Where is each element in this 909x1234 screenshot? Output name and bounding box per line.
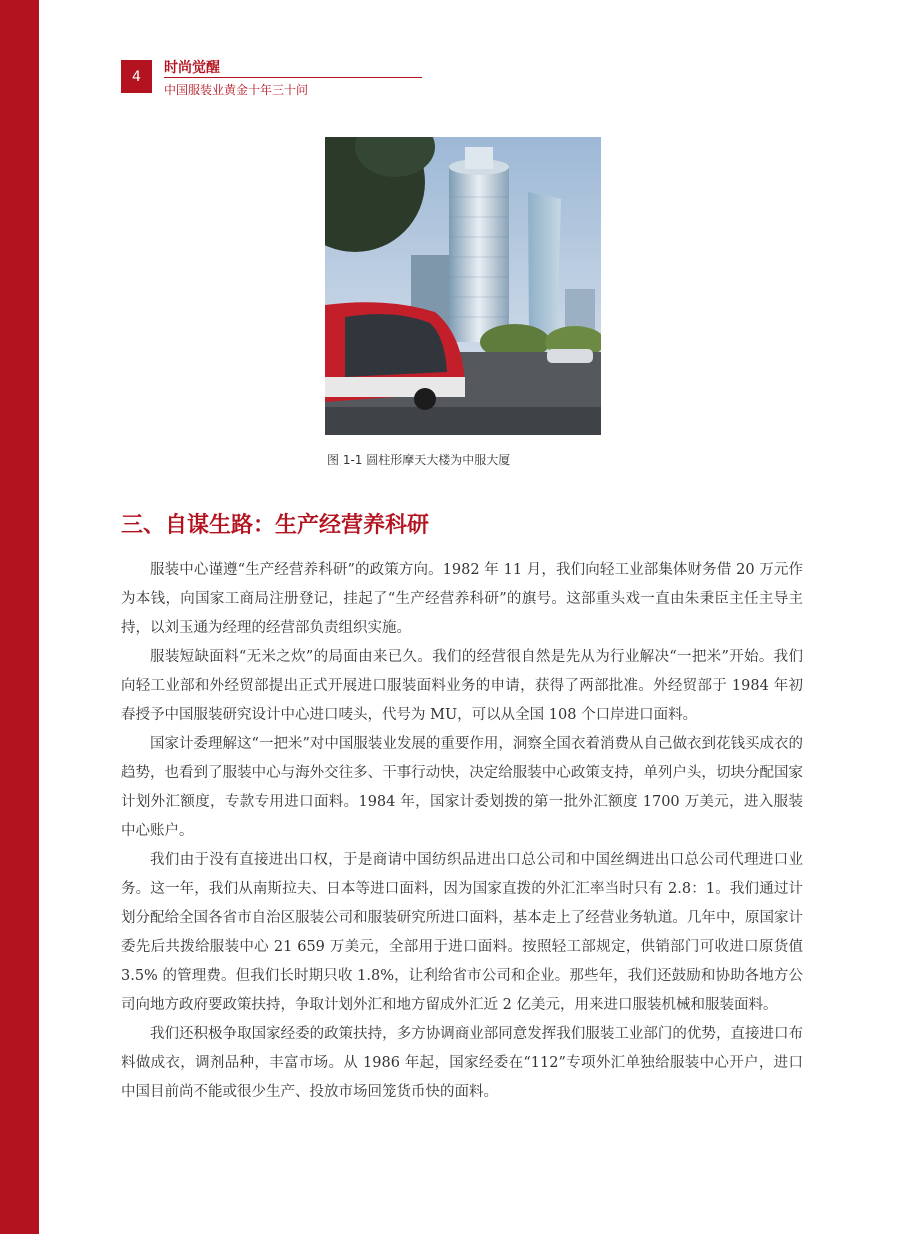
skyscraper-photo — [325, 137, 601, 435]
paragraph: 服装中心谨遵“生产经营养科研”的政策方向。1982 年 11 月，我们向轻工业部集体财务借 20 万元作为本钱，向国家工商局注册登记，挂起了“生产经营养科研”的旗号。这部重头戏一直由朱秉臣主任主导主持，以刘玉通为经理的经营部负责组织实施。 — [121, 562, 803, 636]
header-divider — [164, 77, 422, 78]
paragraph: 我们由于没有直接进出口权，于是商请中国纺织品进出口总公司和中国丝绸进出口总公司代理进口业务。这一年，我们从南斯拉夫、日本等进口面料，因为国家直拨的外汇汇率当时只有 2.8：1。我们通过计划分配给全国各省市自治区服装公司和服装研究所进口面料，基本走上了经营业务轨道。几年中，原国家计委先后共拨给服装中心 21 659 万美元，全部用于进口面料。按照轻工部规定，供销部门可收进口原货值 3.5% 的管理费。但我们长时期只收 1.8%，让利给省市公司和企业。那些年，我们还鼓励和协助各地方公司向地方政府要政策扶持，争取计划外汇和地方留成外汇近 2 亿美元，用来进口服装机械和服装面料。 — [121, 852, 803, 1013]
running-header-title: 时尚觉醒 — [164, 60, 220, 76]
running-header-subtitle: 中国服装业黄金十年三十问 — [164, 83, 309, 97]
figure-caption: 图 1-1 圆柱形摩天大楼为中服大厦 — [327, 453, 511, 467]
paragraph: 国家计委理解这“一把米”对中国服装业发展的重要作用，洞察全国衣着消费从自己做衣到花钱买成衣的趋势，也看到了服装中心与海外交往多、干事行动快，决定给服装中心政策支持，单列户头，切块分配国家计划外汇额度，专款专用进口面料。1984 年，国家计委划拨的第一批外汇额度 1700 万美元，进入服装中心账户。 — [121, 736, 803, 839]
body-text — [121, 556, 803, 1107]
paragraph: 服装短缺面料“无米之炊”的局面由来已久。我们的经营很自然是先从为行业解决“一把米”开始。我们向轻工业部和外经贸部提出正式开展进口服装面料业务的申请，获得了两部批准。外经贸部于 1984 年初春授予中国服装研究设计中心进口唛头，代号为 MU，可以从全国 108 个口岸进口面料。 — [121, 649, 803, 723]
paragraph: 我们还积极争取国家经委的政策扶持，多方协调商业部同意发挥我们服装工业部门的优势，直接进口布料做成衣，调剂品种，丰富市场。从 1986 年起，国家经委在“112”专项外汇单独给服装中心开户，进口中国目前尚不能或很少生产、投放市场回笼货币快的面料。 — [121, 1026, 803, 1100]
page-number: 4 — [121, 60, 152, 93]
section-heading: 三、自谋生路：生产经营养科研 — [121, 513, 430, 538]
side-color-bar — [0, 0, 39, 1234]
